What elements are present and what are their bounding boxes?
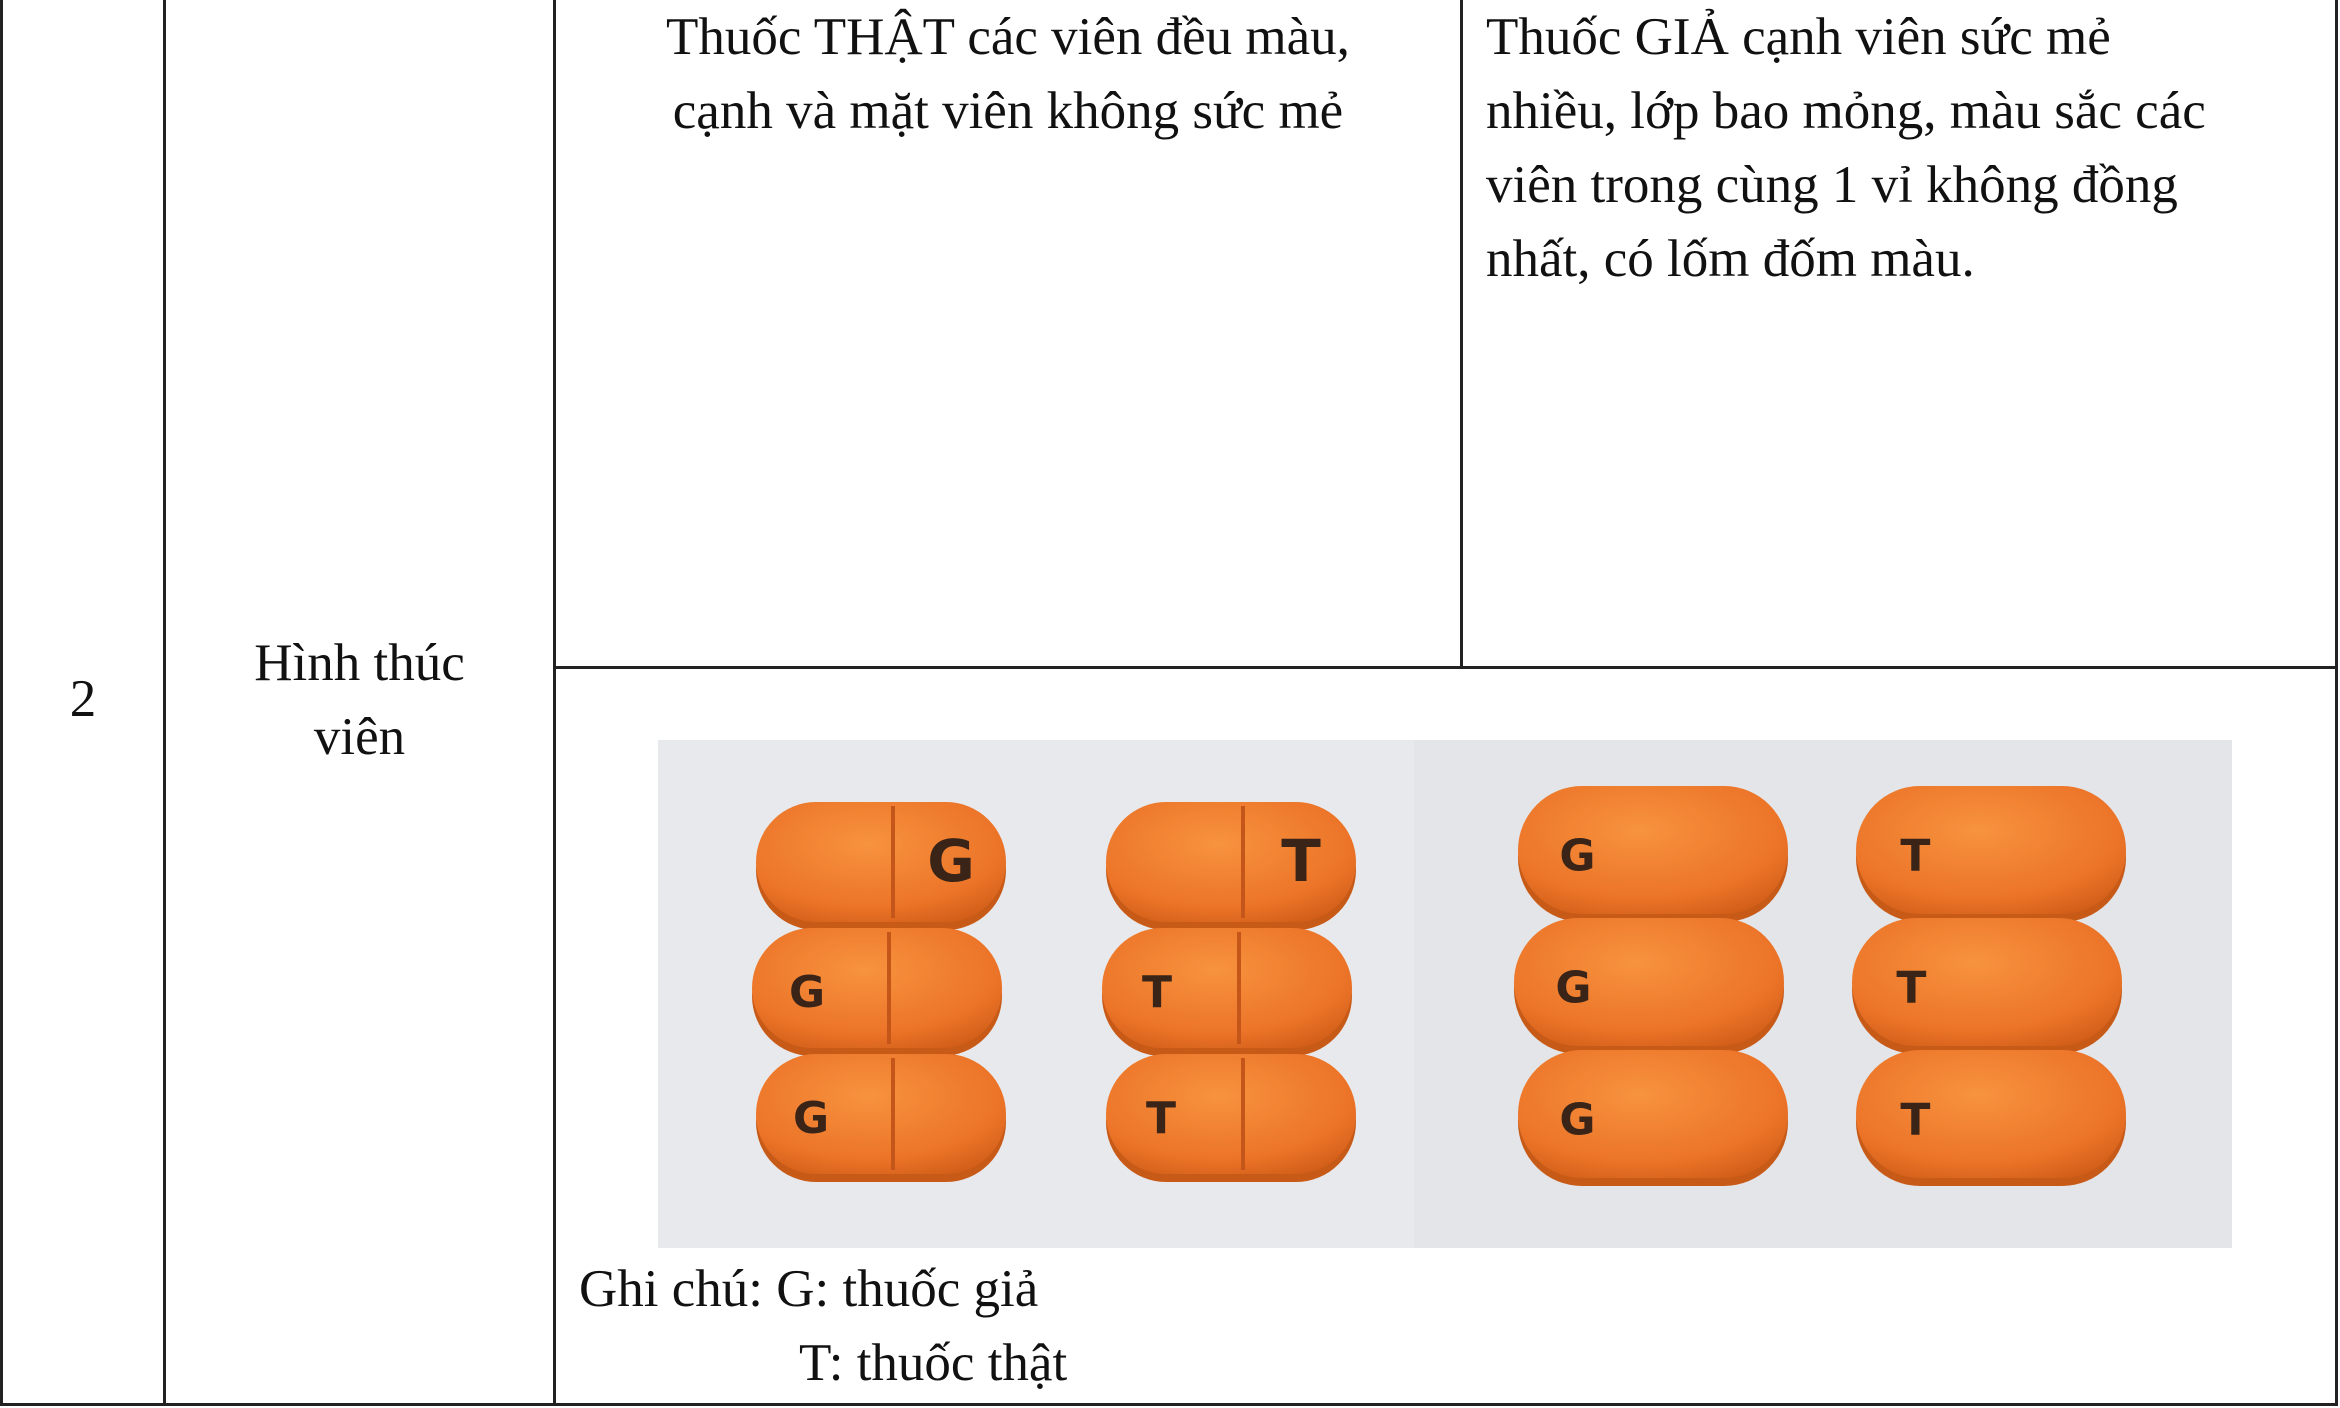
svg-text:G: G (1559, 830, 1596, 882)
fake-description-line-1: Thuốc GIẢ cạnh viên sức mẻ (1486, 8, 2111, 66)
pill-comparison-photo (658, 740, 2232, 1248)
pill-2-t-2 (1852, 918, 2122, 1054)
svg-text:T: T (1281, 827, 1321, 896)
pill-1-t-3 (1106, 1054, 1356, 1182)
pill-1-g-1 (756, 802, 1006, 930)
svg-text:G: G (1559, 1094, 1596, 1146)
pill-2-g-3 (1518, 1050, 1788, 1186)
note-line-1: Ghi chú: G: thuốc giả (579, 1260, 1039, 1318)
pill-1-g-3 (756, 1054, 1006, 1182)
border-col2 (553, 0, 556, 1406)
svg-text:G: G (788, 967, 826, 1019)
svg-text:G: G (927, 827, 975, 896)
svg-text:T: T (1141, 967, 1173, 1019)
row-number: 2 (69, 670, 97, 728)
border-right (2335, 0, 2338, 1406)
fake-description-line-4: nhất, có lốm đốm màu. (1486, 230, 1975, 288)
pill-1-t-2 (1102, 928, 1352, 1056)
pill-2-g-2 (1514, 918, 1784, 1054)
border-bottom (0, 1403, 2338, 1406)
svg-text:T: T (1145, 1093, 1177, 1145)
real-description-line-1: Thuốc THẬT các viên đều màu, (666, 8, 1350, 66)
border-mid-horizontal (553, 666, 2338, 669)
svg-text:G: G (792, 1093, 830, 1145)
pill-1-t-1 (1106, 802, 1356, 930)
real-description-line-2: cạnh và mặt viên không sức mẻ (672, 82, 1344, 140)
svg-text:G: G (1555, 962, 1592, 1014)
fake-description-line-2: nhiều, lớp bao mỏng, màu sắc các (1486, 82, 2206, 140)
fake-description-line-3: viên trong cùng 1 vỉ không đồng (1486, 156, 2178, 214)
note-line-2: T: thuốc thật (799, 1334, 1068, 1392)
pill-2-g-1 (1518, 786, 1788, 922)
pill-2-t-1 (1856, 786, 2126, 922)
pill-2-t-3 (1856, 1050, 2126, 1186)
category-line-1: Hình thúc (254, 634, 465, 692)
border-col3 (1460, 0, 1463, 667)
category-line-2: viên (313, 708, 406, 766)
svg-text:T: T (1896, 962, 1927, 1014)
svg-text:T: T (1900, 1094, 1931, 1146)
svg-text:T: T (1900, 830, 1931, 882)
pill-1-g-2 (752, 928, 1002, 1056)
